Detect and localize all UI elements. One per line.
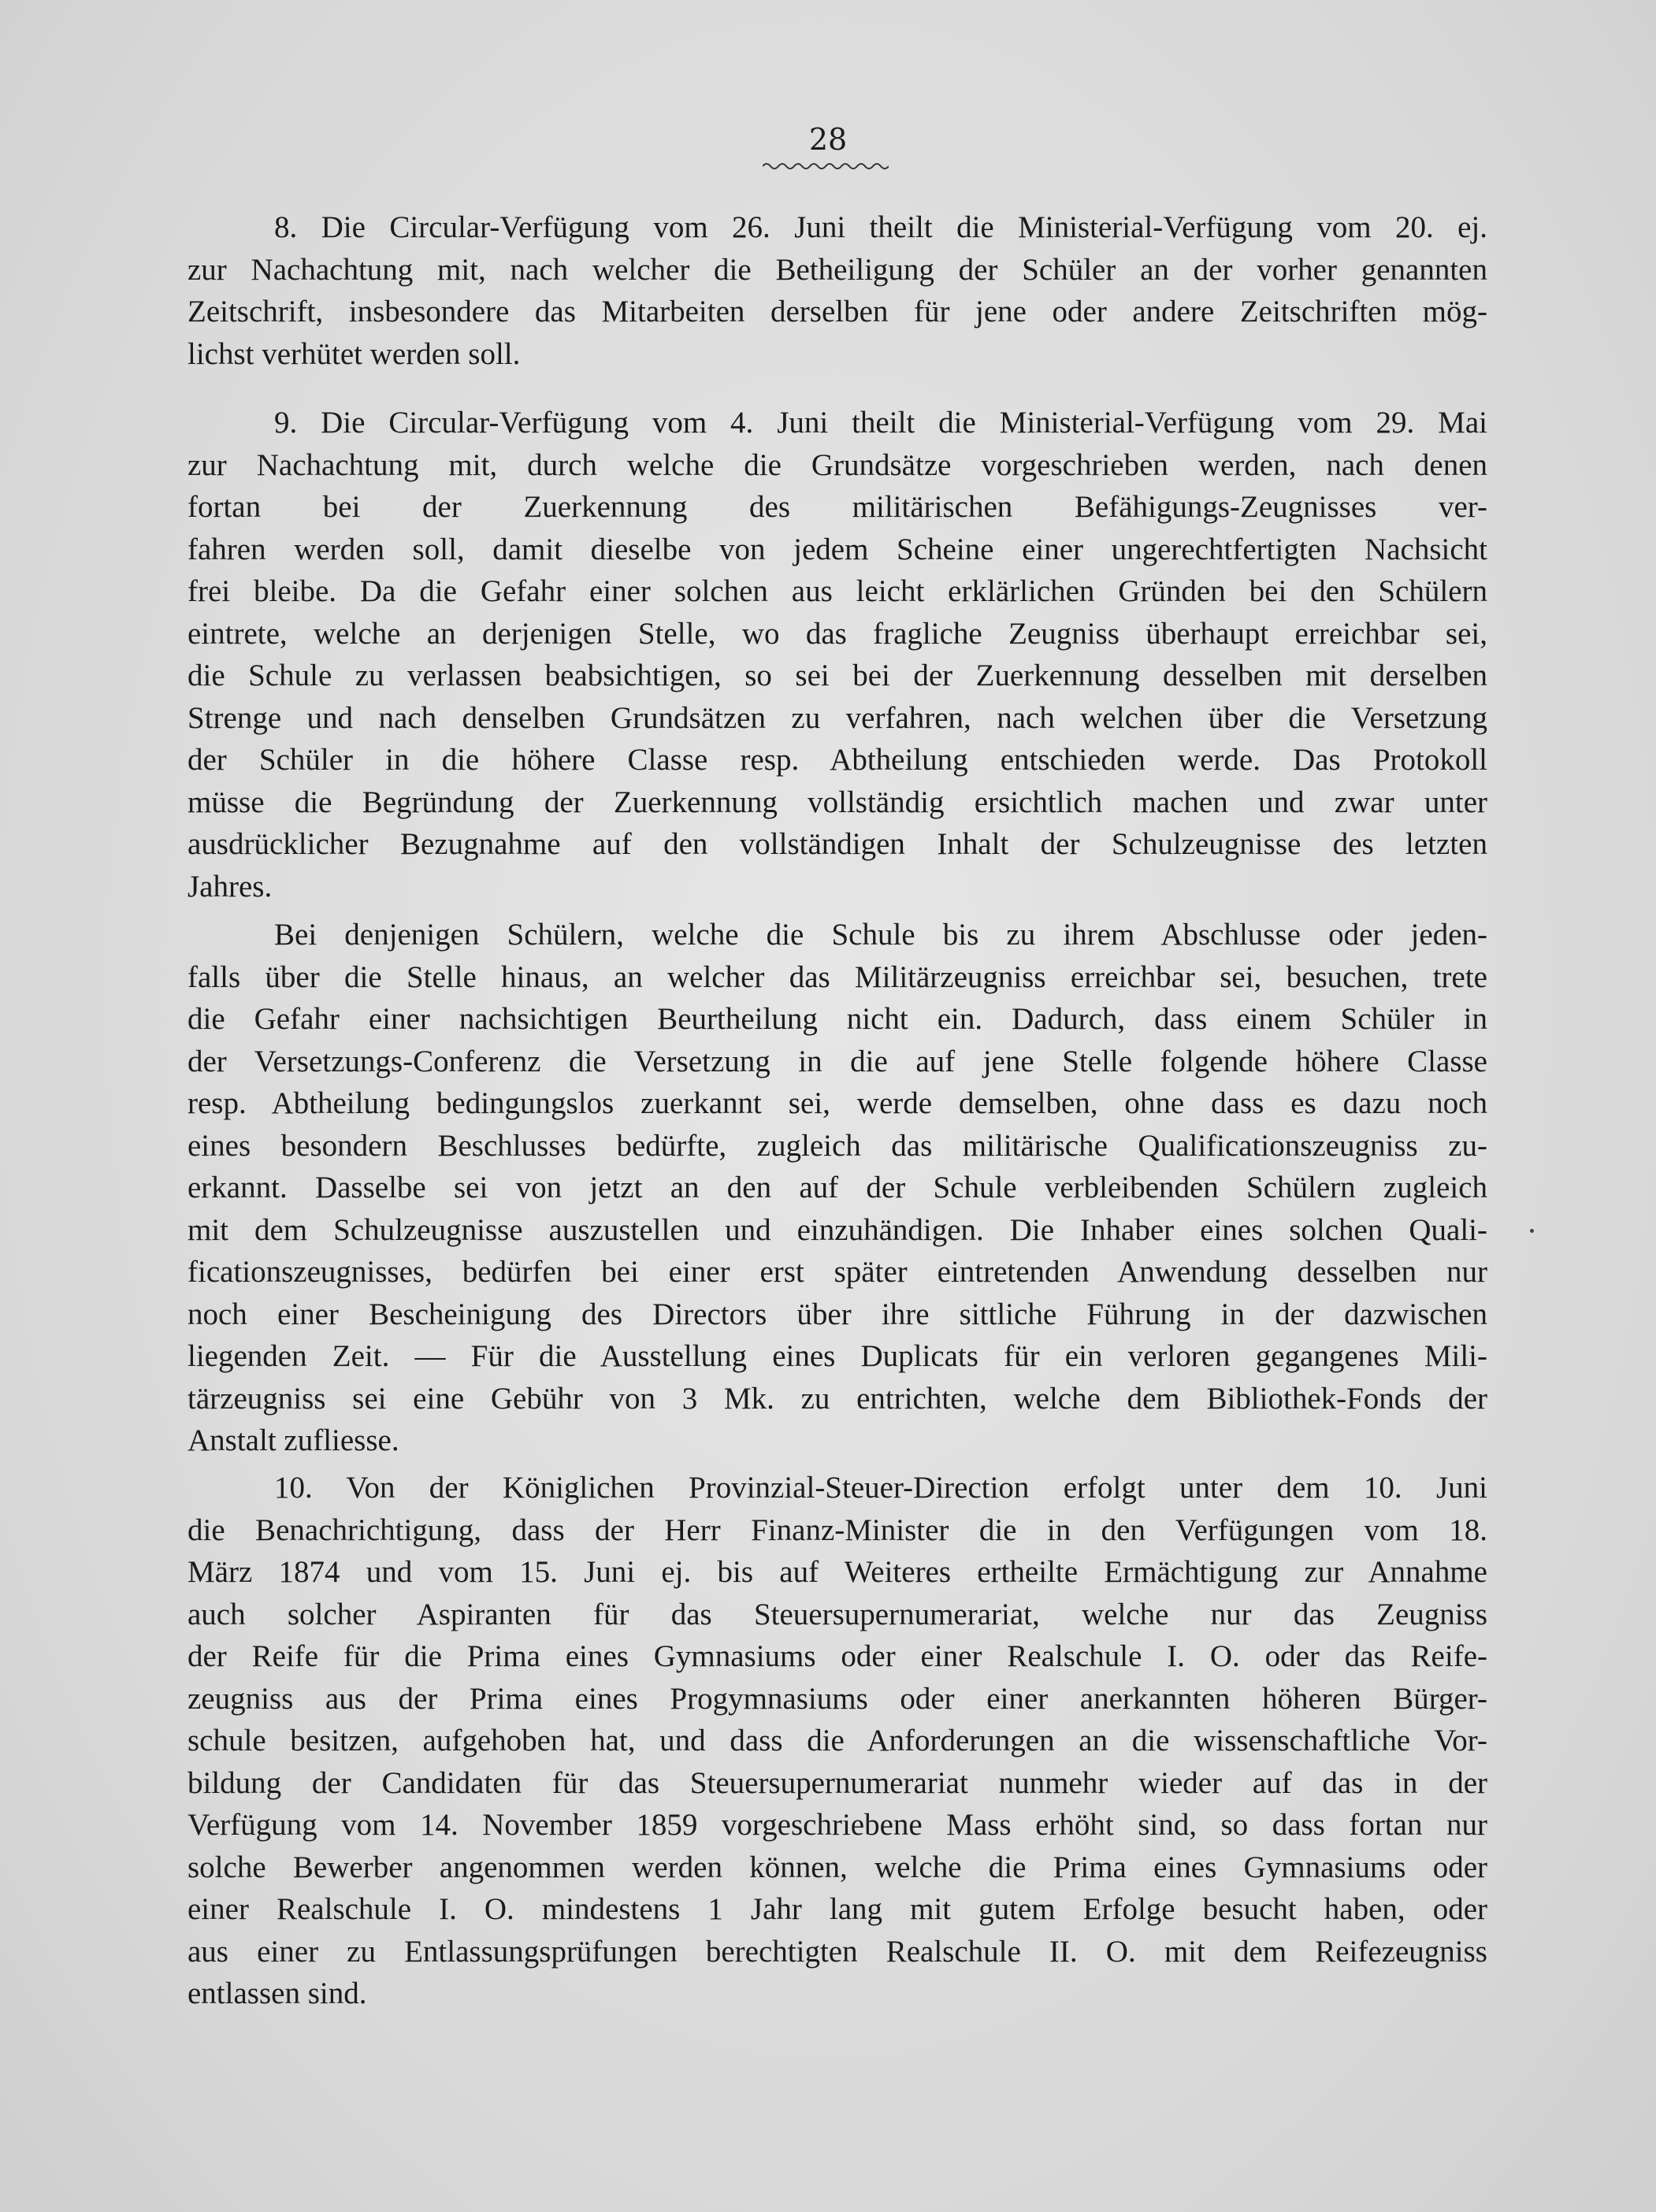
text-line: die Gefahr einer nachsichtigen Beurtheilung nicht ein. Dadurch, dass einem Schüler in	[188, 1002, 1487, 1036]
text-line: zur Nachachtung mit, nach welcher die Betheiligung der Schüler an der vorher genannten	[188, 252, 1487, 287]
text-line: ausdrücklicher Bezugnahme auf den vollständigen Inhalt der Schulzeugnisse des letzten	[188, 827, 1487, 861]
text-line: der Schüler in die höhere Classe resp. Abtheilung entschieden werde. Das Protokoll	[188, 743, 1487, 777]
paragraph-item-9-continued	[188, 914, 1487, 1462]
text-line: frei bleibe. Da die Gefahr einer solchen aus leicht erklärlichen Gründen bei den Schülern	[188, 574, 1487, 608]
text-line: zeugniss aus der Prima eines Progymnasiums oder einer anerkannten höheren Bürger-	[188, 1681, 1487, 1716]
paragraph-item-10	[188, 1467, 1487, 2015]
text-line: zur Nachachtung mit, durch welche die Grundsätze vorgeschrieben werden, nach denen	[188, 447, 1487, 482]
paper-speck	[1530, 1229, 1534, 1233]
text-line: lichst verhütet werden soll.	[188, 336, 521, 371]
text-line: auch solcher Aspiranten für das Steuersupernumerariat, welche nur das Zeugniss	[188, 1597, 1487, 1631]
text-line: der Versetzungs-Conferenz die Versetzung in die auf jene Stelle folgende höhere Classe	[188, 1044, 1487, 1078]
paragraph-item-9	[188, 402, 1487, 907]
text-line: Verfügung vom 14. November 1859 vorgeschriebene Mass erhöht sind, so dass fortan nur	[188, 1808, 1487, 1842]
text-line: die Schule zu verlassen beabsichtigen, so sei bei der Zuerkennung desselben mit derselben	[188, 659, 1487, 692]
text-line: resp. Abtheilung bedingungslos zuerkannt sei, werde demselben, ohne dass es dazu noch	[188, 1086, 1487, 1120]
text-line: Anstalt zufliesse.	[188, 1423, 399, 1457]
text-line: Strenge und nach denselben Grundsätzen zu verfahren, nach welchen über die Versetzung	[188, 700, 1487, 735]
text-line: noch einer Bescheinigung des Directors über ihre sittliche Führung in der dazwischen	[188, 1297, 1487, 1331]
text-line: tärzeugniss sei eine Gebühr von 3 Mk. zu entrichten, welche dem Bibliothek-Fonds der	[188, 1381, 1487, 1416]
text-line: 8. Die Circular-Verfügung vom 26. Juni theilt die Ministerial-Verfügung vom 20. ej.	[274, 210, 1487, 244]
text-line: liegenden Zeit. — Für die Ausstellung eines Duplicats für ein verloren gegangenes Mili-	[188, 1339, 1487, 1373]
text-line: falls über die Stelle hinaus, an welcher das Militärzeugniss erreichbar sei, besuchen, trete	[188, 959, 1487, 994]
page-number: 28	[808, 122, 848, 157]
text-line: fahren werden soll, damit dieselbe von jedem Scheine einer ungerechtfertigten Nachsicht	[188, 532, 1487, 566]
text-line: solche Bewerber angenommen werden können, welche die Prima eines Gymnasiums oder	[188, 1850, 1487, 1884]
text-line: schule besitzen, aufgehoben hat, und dass die Anforderungen an die wissenschaftliche Vor-	[188, 1724, 1487, 1757]
text-line: März 1874 und vom 15. Juni ej. bis auf Weiteres ertheilte Ermächtigung zur Annahme	[188, 1555, 1487, 1589]
text-line: aus einer zu Entlassungsprüfungen berechtigten Realschule II. O. mit dem Reifezeugniss	[188, 1934, 1487, 1969]
text-line: erkannt. Dasselbe sei von jetzt an den auf der Schule verbleibenden Schülern zugleich	[188, 1171, 1487, 1204]
text-line: eintrete, welche an derjenigen Stelle, wo das fragliche Zeugniss überhaupt erreichbar sei,	[188, 616, 1487, 651]
text-line: einer Realschule I. O. mindestens 1 Jahr lang mit gutem Erfolge besucht haben, oder	[188, 1892, 1487, 1926]
text-line: 10. Von der Königlichen Provinzial-Steuer-Direction erfolgt unter dem 10. Juni	[274, 1471, 1487, 1505]
paragraph-item-8	[188, 206, 1487, 375]
text-line: ficationszeugnisses, bedürfen bei einer erst später eintretenden Anwendung desselben nur	[188, 1255, 1487, 1289]
text-line: 9. Die Circular-Verfügung vom 4. Juni theilt die Ministerial-Verfügung vom 29. Mai	[274, 406, 1487, 440]
text-line: Jahres.	[188, 869, 273, 904]
text-line: Zeitschrift, insbesondere das Mitarbeiten derselben für jene oder andere Zeitschriften mög-	[188, 295, 1487, 328]
text-line: die Benachrichtigung, dass der Herr Finanz-Minister die in den Verfügungen vom 18.	[188, 1512, 1487, 1547]
text-line: entlassen sind.	[188, 1976, 367, 2010]
text-line: eines besondern Beschlusses bedürfte, zugleich das militärische Qualificationszeugniss zu-	[188, 1128, 1487, 1163]
text-line: Bei denjenigen Schülern, welche die Schule bis zu ihrem Abschlusse oder jeden-	[274, 918, 1487, 952]
text-line: mit dem Schulzeugnisse auszustellen und einzuhändigen. Die Inhaber eines solchen Quali-	[188, 1212, 1487, 1247]
text-line: bildung der Candidaten für das Steuersupernumerariat nunmehr wieder auf das in der	[188, 1765, 1487, 1800]
text-line: der Reife für die Prima eines Gymnasiums oder einer Realschule I. O. oder das Reife-	[188, 1639, 1487, 1673]
text-line: müsse die Begründung der Zuerkennung vollständig ersichtlich machen und zwar unter	[188, 785, 1487, 819]
text-line: fortan bei der Zuerkennung des militärischen Befähigungs-Zeugnisses ver-	[188, 490, 1487, 524]
page-number-ornament	[763, 161, 889, 171]
